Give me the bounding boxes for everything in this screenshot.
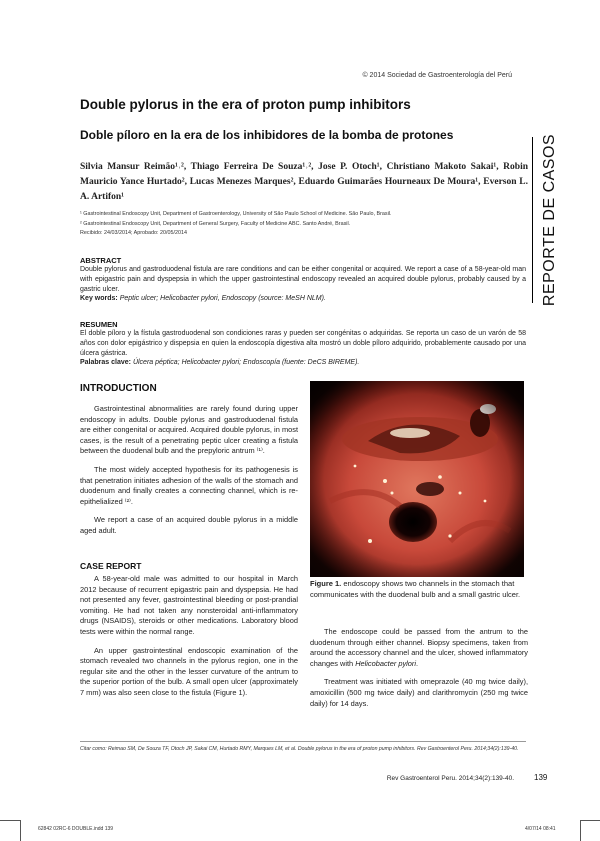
intro-paragraph-2: The most widely accepted hypothesis for its pathogenesis is that penetration initiates adhesion of the walls of the stomach and duodenum and finally creates a connecting channel, which is re-epithelialized ⁽²⁾. [80,464,298,506]
introduction-heading: INTRODUCTION [80,383,157,394]
print-slug-right: 4/07/14 08:41 [525,826,556,832]
journal-reference: Rev Gastroenterol Peru. 2014;34(2):139-40. [386,775,514,782]
affiliation-2: ² Gastrointestinal Endoscopy Unit, Department of General Surgery, Faculty of Medicine ABC. Santo André, Brasil. [80,220,351,227]
crop-mark [581,820,600,821]
case-paragraph-1: A 58-year-old male was admitted to our hospital in March 2012 because of recurrent epigastric pain and dyspepsia. He had not presented any fever, gastrointestinal bleeding or post-prandial vomiting. He had not taken any nonsteroidal anti-inflammatory drugs (NSAIDS), steroids or other medications. Laboratory blood tests were within the normal range. [80,574,298,636]
section-label-vertical [536,133,564,307]
resumen-heading: RESUMEN [80,320,118,329]
right-paragraph-2: Treatment was initiated with omeprazole (40 mg twice daily), amoxicillin (500 mg twice daily) and clarithromycin (250 mg twice daily) for 14 days. [310,677,528,708]
affiliation-1: ¹ Gastrointestinal Endoscopy Unit, Department of Gastroenterology, University of São Paulo School of Medicine. São Paulo, Brasil. [80,211,392,217]
print-slug-left: 62842 02RC-6 DOUBLE.indd 139 [38,826,114,832]
article-title-spanish: Doble píloro en la era de los inhibidores de la bomba de protones [80,128,454,142]
case-paragraph-2: An upper gastrointestinal endoscopic examination of the stomach revealed two channels in the pylorus region, one in the regular site and the other in the lesser curvature of the antrum to the superior portion of the bulb. A small open ulcer (approximately 7 mm) was also seen close to the fistula (Figure 1). [80,645,298,697]
resumen-text: El doble píloro y la fístula gastroduodenal son condiciones raras y pueden ser congénitas o adquiridas. Se reporta un caso de un varón de 58 años con dolor epigástrico y dispepsia en quien la endoscopía digestiva alta mostró un doble píloro adquirido, probablemente causado por una úlcera gástrica. [80,330,526,357]
article-title-english: Double pylorus in the era of proton pump inhibitors [80,97,411,112]
abstract-body [80,265,526,304]
abstract-heading: ABSTRACT [80,256,122,265]
intro-paragraph-1: Gastrointestinal abnormalities are rarely found during upper endoscopy in adults. Double pylorus and gastroduodenal fistula are either congenital or acquired. Acquired double pylorus, in most cases, is the result of a penetrating peptic ulcer creating a fistula between the duodenal bulb and the prepyloric antrum ⁽¹⁾. [80,404,298,456]
resumen-body [80,329,526,368]
right-paragraph-1-text: The endoscope could be passed from the antrum to the duodenum through either channel. Biopsy specimens, taken from around the accessory channel and the ulcer, showed inflammatory changes with [310,627,528,668]
author-list: Silvia Mansur Reimão¹˒², Thiago Ferreira De Souza¹˒², Jose P. Otoch¹, Christiano Makoto Sakai¹, Robin Mauricio Yance Hurtado², Lucas Menezes Marques², Eduardo Guimarães Hourneaux De Moura¹, Everson L. A. Artifon¹ [80,162,528,202]
abstract-text: Double pylorus and gastroduodenal fistula are rare conditions and can be either congenital or acquired. We report a case of a 58-year-old man with epigastric pain and dyspepsia in which the upper gastrointestinal endoscopy revealed an acquired double pylorus, probably caused by a gastric ulcer. [80,266,526,293]
palabras-clave-label: Palabras clave: [80,359,131,367]
keywords-text: Peptic ulcer; Helicobacter pylori, Endoscopy (source: MeSH NLM). [119,295,326,303]
copyright-notice: © 2014 Sociedad de Gastroenterología del Perú [362,72,512,79]
keywords-label: Key words: [80,295,118,303]
figure-caption-text: endoscopy shows two channels in the stomach that communicates with the duodenal bulb and a small gastric ulcer. [310,579,521,599]
section-label-text: REPORTE DE CASOS [541,133,558,307]
footer-divider [80,741,526,742]
introduction-body [80,404,298,545]
sidebar-divider [532,137,533,303]
figure-caption [310,579,524,600]
page-number: 139 [534,773,548,782]
endoscopy-image [310,381,524,577]
affiliations [80,210,520,239]
citation-footnote: Citar como: Reimao SM, De Souza TF, Otoch JP, Sakai CM, Hurtado RMY, Marques LM, et al. Double pylorus in the era of proton pump inhibitors. Rev Gastroenterol Peru. 2014;34(2):139-40. [80,746,519,752]
right-paragraph-1-italic: Helicobacter pylori [355,658,416,668]
case-report-heading: CASE REPORT [80,561,142,571]
intro-paragraph-3: We report a case of an acquired double pylorus in a middle aged adult. [80,515,298,535]
palabras-clave-text: Úlcera péptica; Helicobacter pylori; Endoscopía (fuente: DeCS BIREME). [132,359,360,367]
crop-mark [0,820,20,821]
crop-mark [20,820,21,841]
endoscopy-photo [310,381,524,577]
crop-mark [580,820,581,841]
case-report-body [80,574,298,707]
right-column-body [310,627,528,717]
figure-label: Figure 1. [310,579,342,588]
received-dates: Recibido: 24/03/2014; Aprobado: 20/05/2014 [80,230,188,236]
right-paragraph-1: The endoscope could be passed from the antrum to the duodenum through either channel. Biopsy specimens, taken from around the accessory channel and the ulcer, showed inflammatory changes with Helicobacter pylori. [310,627,528,668]
